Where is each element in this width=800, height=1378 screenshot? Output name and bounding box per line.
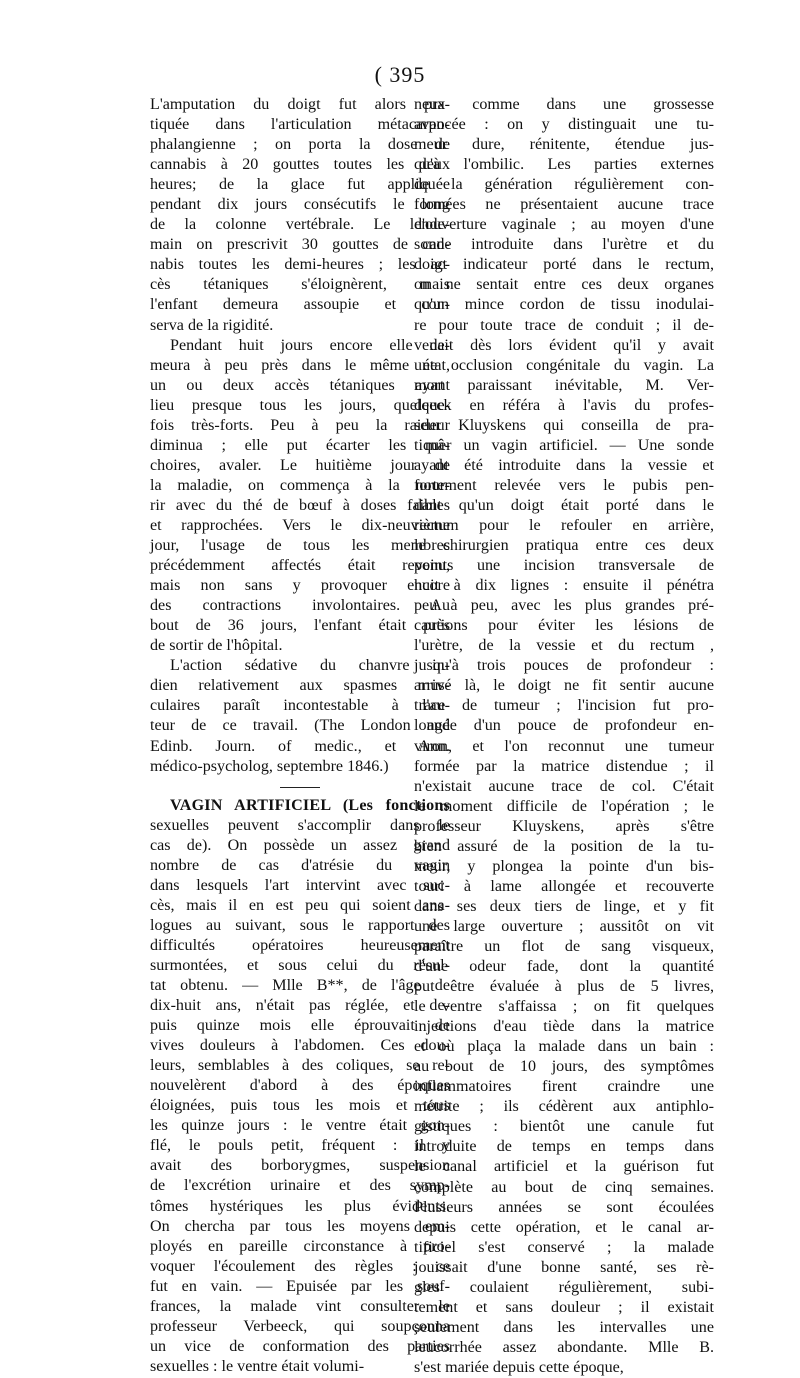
text-line: de sortir de l'hôpital. [150, 637, 283, 655]
text-line: bout de 36 jours, l'enfant était près [150, 617, 450, 635]
text-line: dans ses deux tiers de linge, et y fit [414, 897, 714, 915]
text-line: n'existait aucune trace de col. C'était [414, 777, 714, 795]
text-line: de la génération régulièrement con- [414, 176, 714, 194]
paragraph-amputation [150, 95, 450, 336]
left-column [150, 95, 450, 1377]
text-line: le ventre s'affaissa ; on fit quelques [414, 998, 714, 1016]
text-line: seur Kluyskens qui conseilla de pra- [414, 416, 714, 434]
text-line: gistiques : bientôt une canule fut [414, 1118, 714, 1136]
text-line: logues au suivant, sous le rapport des [150, 916, 450, 934]
text-line: dans lesquels l'art intervint avec suc- [150, 876, 450, 894]
text-line: rir avec du thé de bœuf à doses faibles [150, 496, 450, 514]
text-line: la maladie, on commença à la nour- [150, 476, 450, 494]
text-line: on ne sentait entre ces deux organes [414, 276, 714, 294]
text-line: professeur Verbeeck, qui soupçonna [150, 1317, 450, 1335]
text-line: points une incision transversale de [414, 557, 714, 575]
text-line: tiquer un vagin artificiel. — Une sonde [414, 436, 714, 454]
text-line: Plusieurs années se sont écoulées [414, 1198, 714, 1216]
text-line: ployés en pareille circonstance à pro- [150, 1237, 450, 1255]
text-line: cautions pour éviter les lésions de [414, 617, 714, 635]
text-line: culaires paraît incontestable à l'au- [150, 697, 450, 715]
text-line: venait dès lors évident qu'il y avait [414, 336, 714, 354]
text-line: Edinb. Journ. of medic., et Ann. [150, 737, 450, 755]
text-line: sexuelles peuvent s'accomplir dans le [150, 816, 450, 834]
text-line: L'action sédative du chanvre in- [170, 657, 450, 675]
text-line: meur dure, rénitente, étendue jus- [414, 136, 714, 154]
text-line: doigt indicateur porté dans le rectum, [414, 256, 714, 274]
text-line: peu à peu, avec les plus grandes pré- [414, 597, 714, 615]
text-line: éloignées, puis tous les mois et tous [150, 1097, 450, 1115]
text-line: seulement dans les intervalles une [414, 1318, 714, 1336]
right-column [414, 95, 714, 1378]
text-line: une occlusion congénitale du vagin. La [414, 356, 714, 374]
text-line: au bout de 10 jours, des symptômes [414, 1058, 714, 1076]
text-line: le chirurgien pratiqua entre ces deux [414, 537, 714, 555]
text-line: meur, y plongea la pointe d'un bis- [414, 857, 714, 875]
text-line: de l'excrétion urinaire et des symp- [150, 1177, 450, 1195]
text-line: le canal artificiel et la guérison fut [414, 1158, 714, 1176]
text-line: les quinze jours : le ventre était gon- [150, 1117, 450, 1135]
paragraph-pendant [150, 336, 450, 657]
text-line: des contractions involontaires. Au [150, 597, 450, 615]
text-line: meura à peu près dans le même état, [150, 356, 450, 374]
text-line: touri à lame allongée et recouverte [414, 877, 714, 895]
text-line: put être évaluée à plus de 5 livres, [414, 978, 714, 996]
text-line: On chercha par tous les moyens em- [150, 1217, 450, 1235]
text-line: phalangienne ; on porta la dose de [150, 136, 450, 154]
text-line: tement et sans douleur ; il existait [414, 1298, 714, 1316]
text-line: fut en vain. — Epuisée par les souf- [150, 1277, 450, 1295]
text-line: le moment difficile de l'opération ; le [414, 797, 714, 815]
text-line: un ou deux accès tétaniques ayant [150, 376, 450, 394]
text-line: métrite ; ils cédèrent aux antiphlo- [414, 1098, 714, 1116]
text-line: de la colonne vertébrale. Le lende- [150, 216, 450, 234]
page-number: ( 395 [374, 62, 426, 87]
text-line: flé, le pouls petit, fréquent : il y [150, 1137, 450, 1155]
text-line: nombre de cas d'atrésie du vagin [150, 856, 450, 874]
text-line: frances, la malade vint consulter le [150, 1297, 450, 1315]
text-line: injections d'eau tiède dans la matrice [414, 1018, 714, 1036]
text-line: L'amputation du doigt fut alors pra- [150, 96, 450, 113]
text-line: deeck en référa à l'avis du profes- [414, 396, 714, 414]
text-line: cas de). On possède un assez grand [150, 836, 450, 854]
text-line: lieu presque tous les jours, quelque- [150, 396, 450, 414]
text-line: neux comme dans une grossesse [414, 96, 714, 113]
text-line: difficultés opératoires heureusement [150, 936, 450, 954]
text-line: tat obtenu. — Mlle B**, de l'âge de [150, 977, 450, 995]
text-line: et où plaça la malade dans un bain : [414, 1038, 714, 1056]
text-line: sexuelles : le ventre était volumi- [150, 1357, 365, 1375]
paragraph-continuation [414, 95, 714, 1378]
paragraph-action-sedative [150, 656, 450, 776]
text-line: avancée : on y distinguait une tu- [414, 116, 714, 134]
text-line: formée par la matrice distendue ; il [414, 757, 714, 775]
text-line: serva de la rigidité. [150, 316, 274, 334]
text-line: paraître un flot de sang visqueux, [414, 937, 714, 955]
text-line: puis quinze mois elle éprouvait de [150, 1017, 450, 1035]
text-line: nabis toutes les demi-heures ; les ac- [150, 256, 450, 274]
text-line: diminua ; elle put écarter les mâ- [150, 436, 450, 454]
text-line: sonde introduite dans l'urètre et du [414, 236, 714, 254]
text-line: depuis cette opération, et le canal ar- [414, 1218, 714, 1236]
text-line: vives douleurs à l'abdomen. Ces dou- [150, 1037, 450, 1055]
text-line: fois très-forts. Peu à peu la raideur [150, 416, 450, 434]
text-line: mort paraissant inévitable, M. Ver- [414, 376, 714, 394]
text-line: longée d'un pouce de profondeur en- [414, 717, 714, 735]
text-line: formées ne présentaient aucune trace [414, 196, 714, 214]
text-line: VAGIN ARTIFICIEL (Les fonctions [170, 796, 450, 814]
text-line: voquer l'écoulement des règles : ce [150, 1257, 450, 1275]
text-line: leucorrhée assez abondante. Mlle B. [414, 1338, 714, 1356]
text-line: introduite de temps en temps dans [414, 1138, 714, 1156]
text-line: re pour toute trace de conduit ; il de- [414, 316, 714, 334]
text-line: dien relativement aux spasmes mus- [150, 677, 450, 695]
section-divider [280, 787, 320, 788]
text-line: d'ouverture vaginale ; au moyen d'une [414, 216, 714, 234]
text-line: heures; de la glace fut appliquée [150, 176, 450, 194]
text-line: fortement relevée vers le pubis pen- [414, 476, 714, 494]
text-line: avait des borborygmes, suspension [150, 1157, 450, 1175]
text-line: précédemment affectés était revenu, [150, 557, 450, 575]
text-line: huit à dix lignes : ensuite il pénétra [414, 577, 714, 595]
text-line: leurs, semblables à des coliques, se re- [150, 1057, 450, 1075]
text-line: l'urètre, de la vessie et du rectum , [414, 637, 714, 655]
text-line: nouvelèrent d'abord à des époques [150, 1077, 450, 1095]
text-line: un vice de conformation des parties [150, 1337, 450, 1355]
text-line: l'enfant demeura assoupie et con- [150, 296, 450, 314]
text-line: complète au bout de cinq semaines. [414, 1178, 714, 1196]
text-line: arrivé là, le doigt ne fit sentir aucune [414, 677, 714, 695]
text-line: cannabis à 20 gouttes toutes les deux [150, 156, 450, 174]
text-line: jour, l'usage de tous les membres [150, 537, 450, 555]
text-line: médico-psycholog, septembre 1846.) [150, 757, 389, 775]
text-line: gles coulaient régulièrement, subi- [414, 1278, 714, 1296]
text-line: viron, et l'on reconnut une tumeur [414, 737, 714, 755]
text-line: s'est mariée depuis cette époque, [414, 1358, 624, 1376]
text-line: une large ouverture ; aussitôt on vit [414, 917, 714, 935]
text-line: qu'à l'ombilic. Les parties externes [414, 156, 714, 174]
paragraph-vagin-artificiel [150, 796, 450, 1377]
text-line: et rapprochées. Vers le dix-neuvième [150, 516, 450, 534]
text-line: ayant été introduite dans la vessie et [414, 456, 714, 474]
text-line: trace de tumeur ; l'incision fut pro- [414, 697, 714, 715]
text-line: d'une odeur fade, dont la quantité [414, 958, 714, 976]
text-line: inflammatoires firent craindre une [414, 1078, 714, 1096]
text-line: tificiel s'est conservé ; la malade [414, 1238, 714, 1256]
text-line: qu'un mince cordon de tissu inodulai- [414, 296, 714, 314]
text-line: dant qu'un doigt était porté dans le [414, 496, 714, 514]
text-line: choires, avaler. Le huitième jour de [150, 456, 450, 474]
text-line: main on prescrivit 30 gouttes de can- [150, 236, 450, 254]
text-line: professeur Kluyskens, après s'être [414, 817, 714, 835]
text-line: surmontées, et sous celui du résul- [150, 956, 450, 974]
text-line: bien assuré de la position de la tu- [414, 837, 714, 855]
text-line: dix-huit ans, n'était pas réglée, et de- [150, 997, 450, 1015]
text-line: tiquée dans l'articulation métacarpo- [150, 116, 450, 134]
text-line: teur de ce travail. (The London and [150, 717, 450, 735]
text-line: pendant dix jours consécutifs le long [150, 196, 450, 214]
text-line: jusqu'à trois pouces de profondeur : [414, 657, 714, 675]
text-line: Pendant huit jours encore elle de- [170, 336, 450, 354]
text-line: rectum pour le refouler en arrière, [414, 516, 714, 534]
text-line: jouissait d'une bonne santé, ses rè- [414, 1258, 714, 1276]
text-line: cès tétaniques s'éloignèrent, mais [150, 276, 450, 294]
text-line: mais non sans y provoquer encore [150, 577, 450, 595]
text-line: tômes hystériques les plus évidents. [150, 1197, 450, 1215]
text-line: cès, mais il en est peu qui soient ana- [150, 896, 450, 914]
